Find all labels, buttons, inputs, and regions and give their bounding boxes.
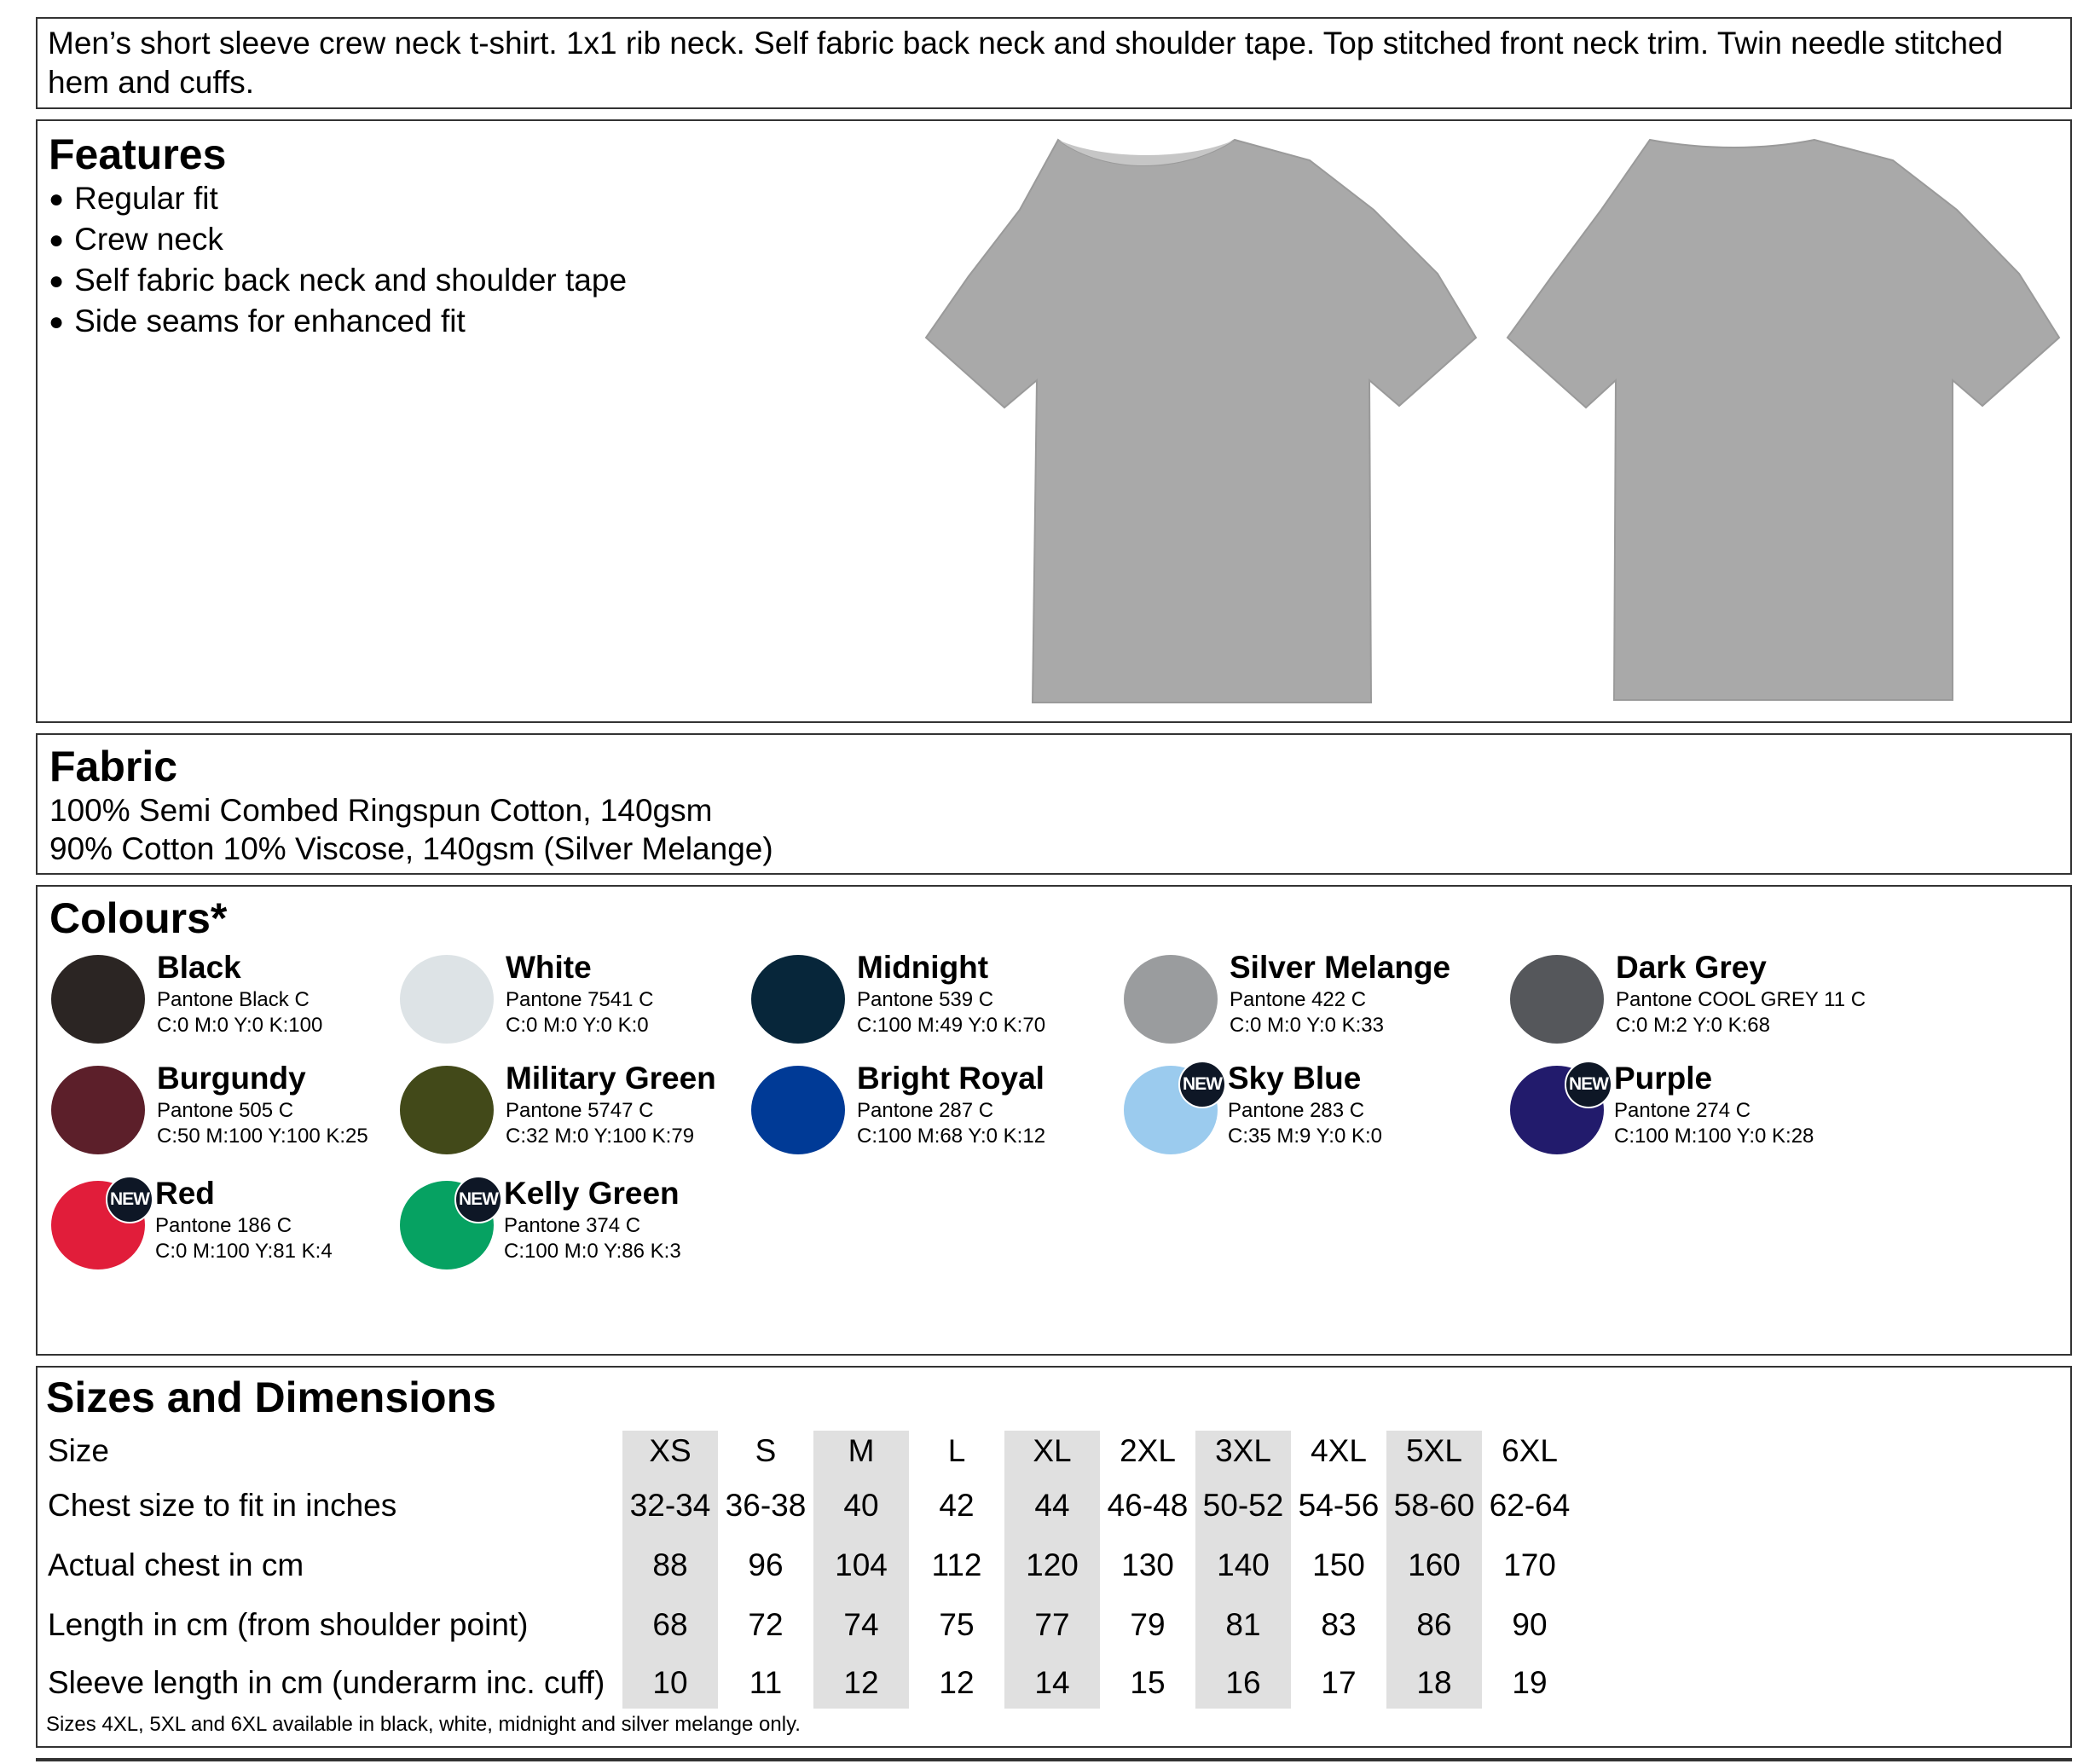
size-header-cell: 6XL [1502,1433,1558,1468]
size-cell: 81 [1225,1607,1261,1642]
colours-section [36,885,2072,1356]
size-cell: 32-34 [629,1488,711,1523]
fabric-line: 100% Semi Combed Ringspun Cotton, 140gsm [49,793,713,828]
size-cell: 40 [843,1488,879,1523]
colour-name: Black [157,950,241,985]
new-badge: NEW [1565,1061,1612,1108]
size-row-label: Actual chest in cm [48,1547,304,1582]
size-cell: 75 [939,1607,975,1642]
sizes-section [36,1366,2072,1748]
size-cell: 104 [835,1547,888,1582]
features-title: Features [49,130,227,178]
colour-pantone: Pantone 283 C [1228,1099,1365,1122]
feature-item: ● Self fabric back neck and shoulder tape [49,261,627,302]
size-cell: 112 [931,1547,982,1582]
product-description [36,17,2072,109]
size-note: Sizes 4XL, 5XL and 6XL available in black, white, midnight and silver melange only. [46,1713,801,1736]
size-cell: 62-64 [1489,1488,1571,1523]
size-cell: 86 [1416,1607,1452,1642]
colour-circle-white [400,955,494,1044]
size-cell: 16 [1225,1665,1261,1700]
size-header-cell: XL [1033,1433,1072,1468]
bottom-divider [36,1758,2072,1761]
colour-name: White [506,950,592,985]
colour-circle-silver-melange [1124,955,1218,1044]
size-cell: 14 [1034,1665,1070,1700]
colour-pantone: Pantone 7541 C [506,988,654,1011]
colour-cmyk: C:0 M:0 Y:0 K:0 [506,1014,649,1037]
feature-item: ● Side seams for enhanced fit [49,302,627,343]
colours-title: Colours* [49,894,228,942]
size-cell: 10 [652,1665,688,1700]
size-header-cell: 4XL [1311,1433,1367,1468]
sizes-title: Sizes and Dimensions [46,1374,496,1421]
size-cell: 17 [1321,1665,1357,1700]
size-cell: 19 [1512,1665,1548,1700]
colour-cmyk: C:50 M:100 Y:100 K:25 [157,1125,368,1148]
colour-pantone: Pantone 505 C [157,1099,294,1122]
size-cell: 77 [1034,1607,1070,1642]
size-cell: 11 [749,1665,783,1700]
colour-circle-dark-grey [1510,955,1604,1044]
size-cell: 15 [1130,1665,1166,1700]
colour-name: Kelly Green [504,1176,680,1211]
colour-name: Midnight [857,950,989,985]
size-cell: 160 [1408,1547,1461,1582]
size-row-label: Size [48,1433,109,1468]
colour-cmyk: C:0 M:0 Y:0 K:33 [1230,1014,1384,1037]
colour-cmyk: C:0 M:2 Y:0 K:68 [1616,1014,1770,1037]
colour-name: Silver Melange [1230,950,1451,985]
size-cell: 130 [1121,1547,1174,1582]
features-section [36,119,2072,723]
size-header-cell: 5XL [1406,1433,1462,1468]
t-shirt-back-icon [1492,133,2072,709]
colour-name: Bright Royal [857,1061,1044,1096]
colour-pantone: Pantone 374 C [504,1214,641,1237]
colour-pantone: Pantone 422 C [1230,988,1367,1011]
colour-circle-military-green [400,1066,494,1154]
colour-cmyk: C:32 M:0 Y:100 K:79 [506,1125,695,1148]
fabric-title: Fabric [49,743,178,790]
size-row-label: Sleeve length in cm (underarm inc. cuff) [48,1665,605,1700]
colour-circle-burgundy [51,1066,145,1154]
size-cell: 140 [1217,1547,1270,1582]
colour-pantone: Pantone 274 C [1614,1099,1751,1122]
size-cell: 68 [652,1607,688,1642]
features-list [49,179,627,343]
colour-pantone: Pantone 186 C [155,1214,292,1237]
size-cell: 50-52 [1202,1488,1284,1523]
colour-pantone: Pantone 287 C [857,1099,994,1122]
colour-name: Sky Blue [1228,1061,1362,1096]
t-shirt-front-icon [909,133,1489,709]
colour-cmyk: C:0 M:100 Y:81 K:4 [155,1240,333,1263]
size-cell: 54-56 [1298,1488,1380,1523]
size-header-cell: XS [649,1433,692,1468]
size-cell: 150 [1312,1547,1365,1582]
size-cell: 88 [652,1547,688,1582]
fabric-line: 90% Cotton 10% Viscose, 140gsm (Silver Melange) [49,831,773,866]
size-cell: 58-60 [1393,1488,1475,1523]
size-header-cell: S [755,1433,777,1468]
colour-name: Burgundy [157,1061,306,1096]
colour-cmyk: C:100 M:0 Y:86 K:3 [504,1240,681,1263]
size-cell: 36-38 [725,1488,807,1523]
new-badge: NEW [454,1176,502,1223]
size-cell: 90 [1512,1607,1548,1642]
size-cell: 12 [843,1665,879,1700]
size-cell: 170 [1503,1547,1556,1582]
colour-cmyk: C:100 M:68 Y:0 K:12 [857,1125,1046,1148]
fabric-section [36,733,2072,875]
size-header-cell: 3XL [1215,1433,1271,1468]
size-cell: 46-48 [1107,1488,1189,1523]
new-badge: NEW [106,1176,153,1223]
colour-cmyk: C:100 M:49 Y:0 K:70 [857,1014,1046,1037]
size-cell: 12 [939,1665,975,1700]
feature-item: ● Regular fit [49,179,627,220]
description-text: Men’s short sleeve crew neck t-shirt. 1x1 rib neck. Self fabric back neck and shoulder tape. Top stitched front neck trim. Twin needle stitched hem and cuffs. [48,26,2004,100]
size-cell: 96 [748,1547,784,1582]
size-header-cell: M [848,1433,875,1468]
colour-pantone: Pantone COOL GREY 11 C [1616,988,1866,1011]
size-cell: 18 [1416,1665,1452,1700]
colour-circle-midnight [751,955,845,1044]
size-cell: 74 [843,1607,879,1642]
colour-name: Military Green [506,1061,716,1096]
new-badge: NEW [1178,1061,1226,1108]
size-row-label: Length in cm (from shoulder point) [48,1607,529,1642]
colour-name: Purple [1614,1061,1713,1096]
size-cell: 44 [1034,1488,1070,1523]
colour-cmyk: C:0 M:0 Y:0 K:100 [157,1014,323,1037]
size-cell: 83 [1321,1607,1357,1642]
colour-cmyk: C:100 M:100 Y:0 K:28 [1614,1125,1814,1148]
size-row-label: Chest size to fit in inches [48,1488,397,1523]
colour-pantone: Pantone Black C [157,988,310,1011]
size-cell: 72 [748,1607,784,1642]
size-cell: 79 [1130,1607,1166,1642]
colour-pantone: Pantone 539 C [857,988,994,1011]
size-cell: 42 [939,1488,975,1523]
colour-circle-black [51,955,145,1044]
colour-name: Red [155,1176,215,1211]
feature-item: ● Crew neck [49,220,627,261]
colour-name: Dark Grey [1616,950,1767,985]
size-cell: 120 [1026,1547,1079,1582]
colour-pantone: Pantone 5747 C [506,1099,654,1122]
size-header-cell: 2XL [1120,1433,1176,1468]
size-header-cell: L [947,1433,966,1468]
colour-circle-bright-royal [751,1066,845,1154]
colour-cmyk: C:35 M:9 Y:0 K:0 [1228,1125,1382,1148]
